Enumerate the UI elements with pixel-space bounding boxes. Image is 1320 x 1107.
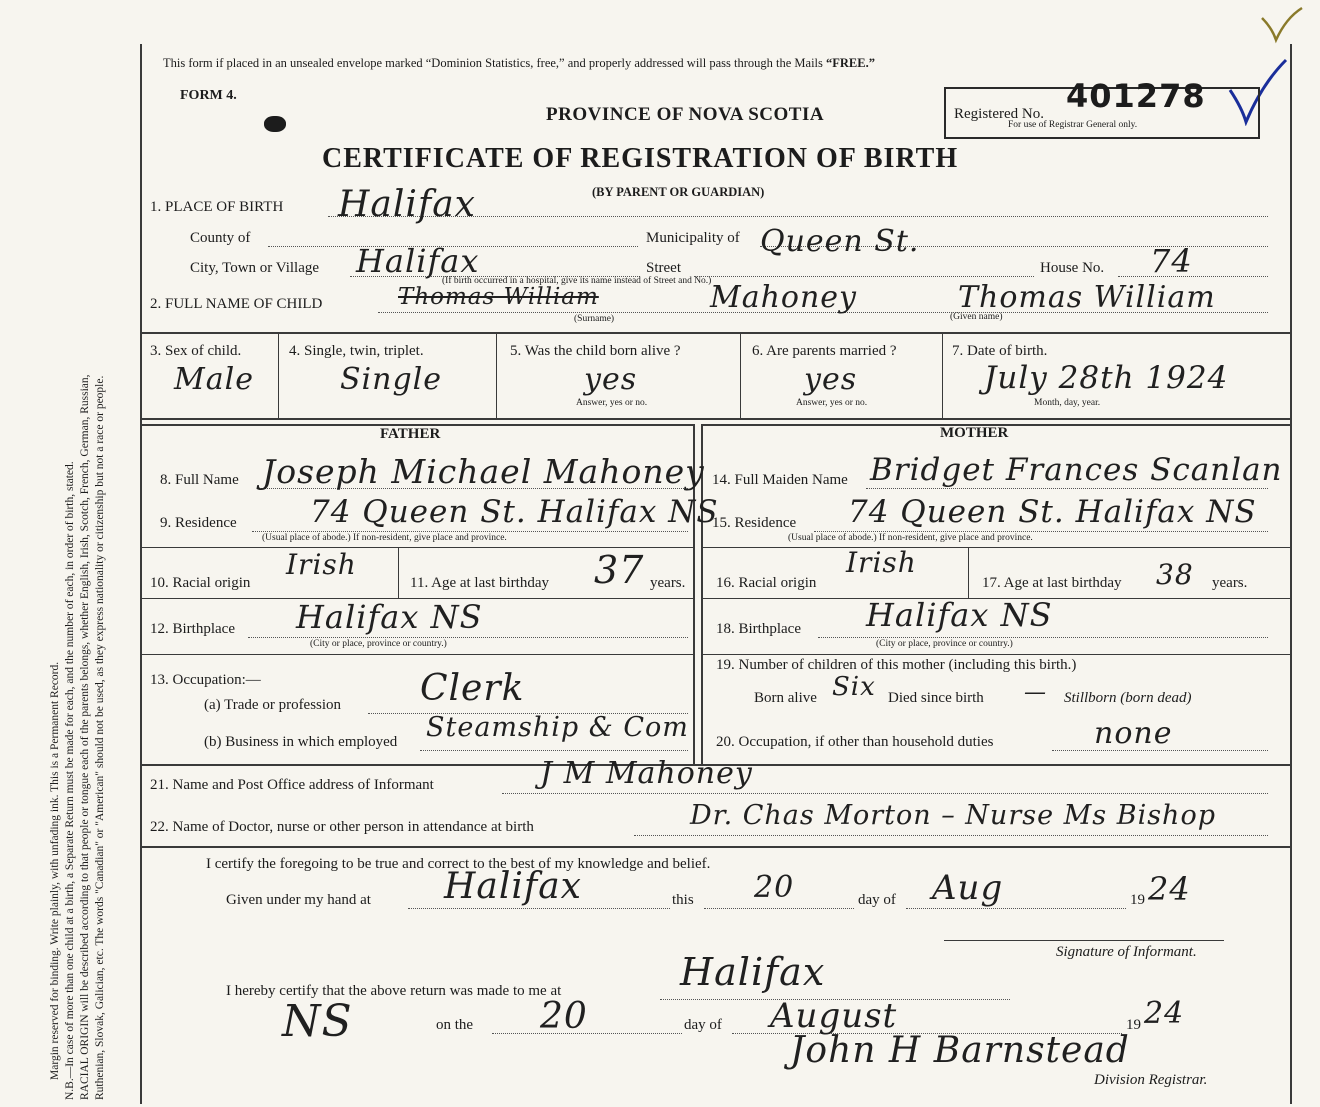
father-occupation-label: 13. Occupation:— [150, 672, 261, 688]
registered-number-box [944, 77, 1260, 139]
registered-note: For use of Registrar General only. [1008, 120, 1138, 130]
father-name-label: 8. Full Name [160, 472, 239, 488]
child-name-struck: Thomas William [398, 284, 599, 310]
parents-married-label: 6. Are parents married ? [752, 343, 897, 359]
form-number: FORM 4. [180, 88, 237, 103]
certify-month-value: Aug [932, 868, 1004, 908]
municipality-label: Municipality of [646, 230, 740, 246]
margin-binding-note: Margin reserved for binding. Write plainly, with unfading ink. This is a Permanent Record. [49, 661, 61, 1080]
registrar-year-prefix: 19 [1126, 1017, 1141, 1033]
mother-birthplace-caption: (City or place, province or country.) [876, 639, 1013, 649]
registered-label: Registered No. [954, 106, 1044, 122]
house-number-label: House No. [1040, 260, 1105, 276]
father-age-value: 37 [594, 548, 645, 592]
father-race-value: Irish [286, 548, 357, 581]
father-name-value: Joseph Michael Mahoney [262, 452, 705, 491]
born-alive-count-value: Six [832, 672, 876, 702]
informant-signature-caption: Signature of Informant. [1056, 944, 1197, 960]
born-alive-count-label: Born alive [754, 690, 817, 706]
form-left-border [140, 44, 142, 1104]
surname-caption: (Surname) [574, 314, 615, 324]
registrar-ns-value: NS [282, 996, 353, 1047]
margin-notes [48, 0, 108, 1100]
province-heading: PROVINCE OF NOVA SCOTIA [546, 104, 825, 125]
died-since-birth-label: Died since birth [888, 690, 984, 706]
registrar-day-of-label: day of [684, 1017, 722, 1033]
certify-year-prefix: 19 [1130, 892, 1145, 908]
municipality-value: Queen St. [760, 224, 920, 259]
father-trade-label: (a) Trade or profession [204, 697, 342, 713]
mother-age-years: years. [1212, 575, 1248, 591]
informant-value: J M Mahoney [540, 756, 753, 791]
mother-race-label: 16. Racial origin [716, 575, 817, 591]
registrar-on-the-label: on the [436, 1017, 474, 1033]
certify-day-value: 20 [754, 870, 795, 905]
mother-heading: MOTHER [940, 425, 1009, 441]
mother-occupation-label: 20. Occupation, if other than household duties [716, 734, 994, 750]
born-alive-label: 5. Was the child born alive ? [510, 343, 681, 359]
ink-blot [264, 116, 286, 132]
postal-note: This form if placed in an unsealed envelope marked “Dominion Statistics, free,” and properly addressed will pass through the Mails “FREE.” [163, 56, 875, 70]
mother-name-value: Bridget Frances Scanlan [870, 452, 1283, 488]
margin-racial-note: RACIAL ORIGIN will be described according to that people or tongue each of the parents belongs, whether English, Irish, Scotch, French, German, Russian, [79, 374, 91, 1100]
registrar-month-value: August [770, 996, 898, 1036]
born-alive-caption: Answer, yes or no. [576, 398, 648, 408]
father-birthplace-label: 12. Birthplace [150, 621, 235, 637]
registrar-place-value: Halifax [680, 950, 826, 994]
sex-label: 3. Sex of child. [150, 343, 242, 359]
parents-married-value: yes [804, 362, 858, 397]
certificate-title: CERTIFICATE OF REGISTRATION OF BIRTH [322, 143, 959, 174]
certify-statement: I certify the foregoing to be true and correct to the best of my knowledge and belief. [206, 856, 711, 872]
father-residence-value: 74 Queen St. Halifax NS [310, 494, 719, 530]
certify-year-value: 24 [1148, 870, 1191, 908]
margin-racial-note-2: Ruthenian, Slovak, Galician, etc. The words "Canadian" or "American" should not be used, as they express nationality or citizenship but not a race or people. [94, 375, 106, 1100]
form-right-border [1290, 44, 1292, 1104]
division-registrar-caption: Division Registrar. [1094, 1072, 1208, 1088]
child-name-label: 2. FULL NAME OF CHILD [150, 296, 323, 312]
mother-race-value: Irish [846, 546, 917, 579]
sex-value: Male [174, 362, 254, 397]
born-alive-value: yes [584, 362, 638, 397]
house-number-value: 74 [1150, 242, 1193, 280]
doctor-label: 22. Name of Doctor, nurse or other person in attendance at birth [150, 819, 534, 835]
mother-age-value: 38 [1156, 558, 1194, 591]
father-age-years: years. [650, 575, 686, 591]
certify-day-of-label: day of [858, 892, 896, 908]
city-label: City, Town or Village [190, 260, 320, 276]
informant-label: 21. Name and Post Office address of Informant [150, 777, 434, 793]
date-of-birth-label: 7. Date of birth. [952, 343, 1048, 359]
registered-number: 401278 [1066, 77, 1206, 115]
street-label: Street [646, 260, 681, 276]
children-count-label: 19. Number of children of this mother (including this birth.) [716, 657, 1077, 673]
given-name-caption: (Given name) [950, 312, 1003, 322]
father-trade-value: Clerk [420, 668, 525, 709]
hospital-note: (If birth occurred in a hospital, give its name instead of Street and No.) [442, 276, 712, 286]
father-business-value: Steamship & Com [426, 712, 689, 743]
given-under-label: Given under my hand at [226, 892, 371, 908]
father-residence-caption: (Usual place of abode.) If non-resident, give place and province. [262, 533, 507, 543]
father-business-label: (b) Business in which employed [204, 734, 398, 750]
mother-residence-label: 15. Residence [712, 515, 797, 531]
mother-residence-value: 74 Queen St. Halifax NS [848, 494, 1257, 530]
mother-birthplace-label: 18. Birthplace [716, 621, 801, 637]
date-of-birth-caption: Month, day, year. [1034, 398, 1101, 408]
certificate-subtitle: (BY PARENT OR GUARDIAN) [592, 185, 765, 199]
registrar-day-value: 20 [540, 996, 588, 1037]
registrar-signature: John H Barnstead [790, 1030, 1130, 1071]
mother-name-label: 14. Full Maiden Name [712, 472, 848, 488]
place-of-birth-label: 1. PLACE OF BIRTH [150, 199, 284, 215]
father-heading: FATHER [380, 426, 441, 442]
stillborn-label: Stillborn (born dead) [1064, 690, 1192, 706]
father-race-label: 10. Racial origin [150, 575, 251, 591]
this-label: this [672, 892, 694, 908]
father-age-label: 11. Age at last birthday [410, 575, 549, 591]
doctor-value: Dr. Chas Morton – Nurse Ms Bishop [690, 800, 1216, 831]
mother-age-label: 17. Age at last birthday [982, 575, 1122, 591]
margin-nb-note: N.B.—In case of more than one child at a birth, a Separate Return must be made for each, and the number of each, in order of birth, stated. [64, 461, 76, 1100]
parents-married-caption: Answer, yes or no. [796, 398, 868, 408]
died-since-birth-value: — [1024, 680, 1047, 705]
plurality-label: 4. Single, twin, triplet. [289, 343, 424, 359]
father-birthplace-caption: (City or place, province or country.) [310, 639, 447, 649]
county-label: County of [190, 230, 251, 246]
given-place-value: Halifax [444, 866, 582, 907]
registrar-statement: I hereby certify that the above return was made to me at [226, 983, 562, 999]
father-residence-label: 9. Residence [160, 515, 237, 531]
mother-occupation-value: none [1094, 716, 1173, 751]
mother-residence-caption: (Usual place of abode.) If non-resident, give place and province. [788, 533, 1033, 543]
child-given-value: Thomas William [958, 280, 1216, 315]
registrar-year-value: 24 [1144, 996, 1185, 1031]
plurality-value: Single [340, 362, 443, 397]
place-of-birth-value: Halifax [338, 184, 476, 225]
mother-birthplace-value: Halifax NS [866, 596, 1053, 634]
child-surname-value: Mahoney [710, 280, 858, 315]
city-value: Halifax [356, 242, 480, 280]
olive-check-icon [1258, 6, 1308, 46]
father-birthplace-value: Halifax NS [296, 598, 483, 636]
date-of-birth-value: July 28th 1924 [984, 360, 1229, 396]
